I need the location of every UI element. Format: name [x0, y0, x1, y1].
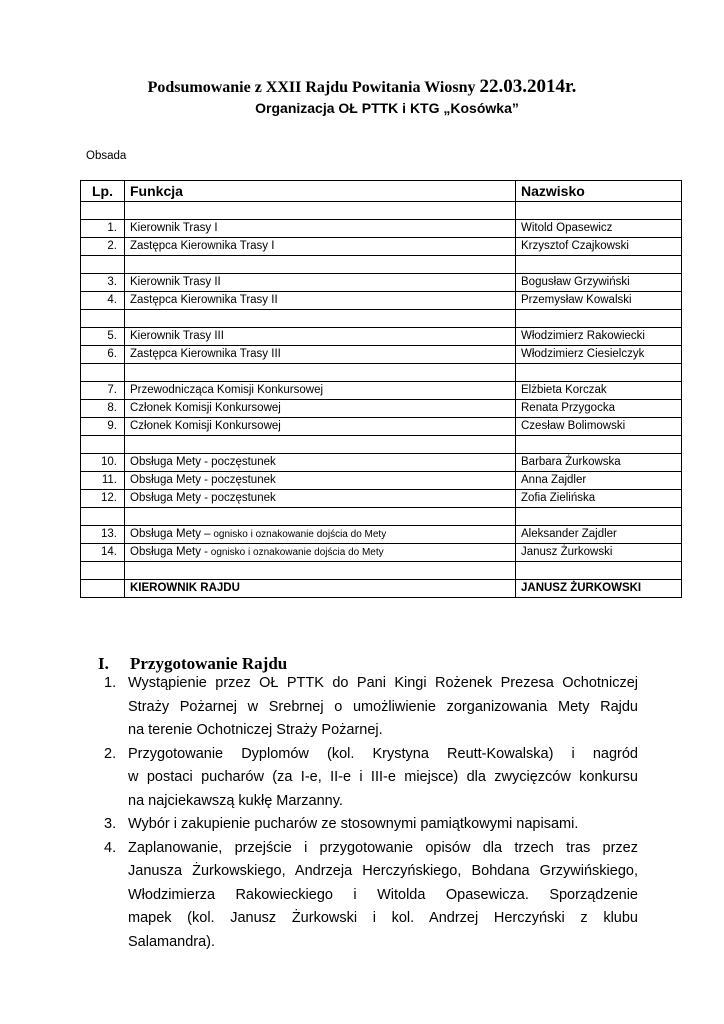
- row-funkcja-text: Obsługa Mety –: [130, 528, 211, 540]
- table-row-blank: [81, 562, 682, 580]
- row-funkcja-text: Obsługa Mety - poczęstunek: [130, 456, 276, 468]
- row-lp: 2.: [81, 238, 125, 256]
- list-item-line: mapek (kol. Janusz Żurkowski i kol. Andrzej Herczyński z klubu: [128, 910, 638, 926]
- row-lp: 14.: [81, 544, 125, 562]
- row-nazwisko: Witold Opasewicz: [516, 220, 682, 238]
- list-item-line: Salamandra).: [128, 933, 216, 950]
- row-lp: 4.: [81, 292, 125, 310]
- row-funkcja: [125, 490, 516, 508]
- document-title: [0, 76, 724, 98]
- table-cell-empty: [125, 310, 516, 328]
- list-item-line: Włodzimierza Rakowieckiego i Witolda Opasewicza. Sporządzenie: [128, 886, 638, 903]
- table-row: [81, 292, 682, 310]
- row-nazwisko: Krzysztof Czajkowski: [516, 238, 682, 256]
- row-nazwisko: Barbara Żurkowska: [516, 454, 682, 472]
- table-cell-empty: [81, 256, 125, 274]
- row-nazwisko: Zofia Zielińska: [516, 490, 682, 508]
- row-lp: 7.: [81, 382, 125, 400]
- row-funkcja-text: Zastępca Kierownika Trasy II: [130, 294, 278, 306]
- table-row: [81, 274, 682, 292]
- row-lp: 8.: [81, 400, 125, 418]
- list-item-line: w postaci pucharów (za I-e, II-e i III-e miejsce) dla zwycięzców konkursu: [128, 769, 638, 785]
- table-header-row: [81, 181, 682, 202]
- row-lp: 11.: [81, 472, 125, 490]
- table-row: [81, 472, 682, 490]
- list-item-line: Przygotowanie Dyplomów (kol. Krystyna Reutt-Kowalska) i nagród: [128, 745, 638, 762]
- table-row: [81, 346, 682, 364]
- list-item: [104, 672, 638, 743]
- table-row: [81, 544, 682, 562]
- table-cell-empty: [81, 436, 125, 454]
- table-row-blank: [81, 364, 682, 382]
- row-lp: 6.: [81, 346, 125, 364]
- row-funkcja-text: Przewodnicząca Komisji Konkursowej: [130, 384, 324, 396]
- cast-label: Obsada: [86, 150, 127, 162]
- row-funkcja-detail: ognisko i oznakowanie dojścia do Mety: [207, 547, 384, 558]
- table-row: [81, 418, 682, 436]
- table-cell-empty: [125, 364, 516, 382]
- row-lp: 12.: [81, 490, 125, 508]
- row-funkcja-text: Kierownik Trasy I: [130, 222, 218, 234]
- table-cell-empty: [516, 256, 682, 274]
- row-funkcja: [125, 238, 516, 256]
- title-date: 22.03.2014r.: [479, 76, 577, 97]
- list-item-line: Straży Pożarnej w Srebrnej o umożliwienie zorganizowania Mety Rajdu: [128, 698, 638, 715]
- section-heading: [98, 654, 287, 674]
- list-item: [104, 813, 638, 837]
- list-item-line: na najciekawszą kukłę Marzanny.: [128, 792, 343, 809]
- row-nazwisko: Aleksander Zajdler: [516, 526, 682, 544]
- row-funkcja-text: Członek Komisji Konkursowej: [130, 402, 281, 414]
- row-funkcja-text: Obsługa Mety - poczęstunek: [130, 474, 276, 486]
- list-item-line: Zaplanowanie, przejście i przygotowanie opisów dla trzech tras przez: [128, 839, 638, 856]
- table-cell-empty: [81, 364, 125, 382]
- table-cell-empty: [125, 508, 516, 526]
- table-cell-empty: [516, 310, 682, 328]
- table-cell-empty: [125, 436, 516, 454]
- table-row: [81, 490, 682, 508]
- table-row: [81, 454, 682, 472]
- table-cell-empty: [125, 256, 516, 274]
- table-cell-empty: [516, 202, 682, 220]
- table-cell-empty: [81, 310, 125, 328]
- table-cell-empty: [81, 202, 125, 220]
- table-cell-empty: [516, 562, 682, 580]
- row-funkcja: [125, 454, 516, 472]
- leader-funkcja: KIEROWNIK RAJDU: [125, 580, 516, 598]
- col-header-funkcja: Funkcja: [125, 181, 516, 202]
- row-funkcja: [125, 220, 516, 238]
- list-item-line: Janusza Żurkowskiego, Andrzeja Herczyńskiego, Bohdana Grzywińskiego,: [128, 863, 638, 879]
- leader-nazwisko: JANUSZ ŻURKOWSKI: [516, 580, 682, 598]
- document-subtitle: Organizacja OŁ PTTK i KTG „Kosówka”: [255, 100, 519, 116]
- table-row-blank: [81, 256, 682, 274]
- table-cell-empty: [516, 364, 682, 382]
- cast-table-body: [81, 181, 682, 598]
- row-nazwisko: Anna Zajdler: [516, 472, 682, 490]
- row-funkcja: [125, 544, 516, 562]
- table-cell-empty: [125, 202, 516, 220]
- row-funkcja-text: Kierownik Trasy II: [130, 276, 221, 288]
- title-text: Podsumowanie z XXII Rajdu Powitania Wiosny: [147, 79, 480, 96]
- table-row-blank: [81, 202, 682, 220]
- table-row: [81, 400, 682, 418]
- section-numeral: I.: [98, 654, 109, 673]
- row-nazwisko: Renata Przygocka: [516, 400, 682, 418]
- row-funkcja-text: Zastępca Kierownika Trasy I: [130, 240, 275, 252]
- table-cell-empty: [81, 562, 125, 580]
- row-nazwisko: Elżbieta Korczak: [516, 382, 682, 400]
- row-funkcja: [125, 382, 516, 400]
- list-item-number: 3.: [104, 816, 117, 832]
- row-funkcja: [125, 526, 516, 544]
- row-funkcja-text: Zastępca Kierownika Trasy III: [130, 348, 281, 360]
- list-item-number: 2.: [104, 745, 117, 762]
- preparation-list: [104, 672, 638, 954]
- table-cell-empty: [125, 562, 516, 580]
- row-lp: 13.: [81, 526, 125, 544]
- table-row-blank: [81, 508, 682, 526]
- row-funkcja-text: Obsługa Mety -: [130, 546, 208, 558]
- table-row-blank: [81, 436, 682, 454]
- table-cell-empty: [81, 508, 125, 526]
- table-cell-empty: [516, 508, 682, 526]
- row-lp: 5.: [81, 328, 125, 346]
- row-funkcja: [125, 346, 516, 364]
- section-title: Przygotowanie Rajdu: [130, 654, 288, 673]
- row-lp: 3.: [81, 274, 125, 292]
- list-item-line: Wystąpienie przez OŁ PTTK do Pani Kingi Rożenek Prezesa Ochotniczej: [128, 675, 638, 691]
- row-funkcja-text: Obsługa Mety - poczęstunek: [130, 492, 276, 504]
- table-row: [81, 238, 682, 256]
- row-nazwisko: Włodzimierz Rakowiecki: [516, 328, 682, 346]
- table-row: [81, 382, 682, 400]
- table-row: [81, 328, 682, 346]
- row-funkcja: [125, 400, 516, 418]
- table-row: [81, 220, 682, 238]
- row-nazwisko: Janusz Żurkowski: [516, 544, 682, 562]
- row-nazwisko: Bogusław Grzywiński: [516, 274, 682, 292]
- row-funkcja-text: Członek Komisji Konkursowej: [130, 420, 281, 432]
- row-lp: 9.: [81, 418, 125, 436]
- cast-table: [80, 180, 682, 598]
- row-lp: [81, 580, 125, 598]
- row-funkcja: [125, 274, 516, 292]
- row-funkcja-detail: ognisko i oznakowanie dojścia do Mety: [210, 529, 387, 540]
- row-lp: 1.: [81, 220, 125, 238]
- list-item-line: Wybór i zakupienie pucharów ze stosownymi pamiątkowymi napisami.: [128, 816, 579, 832]
- table-row: [81, 526, 682, 544]
- row-nazwisko: Przemysław Kowalski: [516, 292, 682, 310]
- row-funkcja: [125, 328, 516, 346]
- row-funkcja: [125, 418, 516, 436]
- list-item-line: na terenie Ochotniczej Straży Pożarnej.: [128, 722, 383, 738]
- row-lp: 10.: [81, 454, 125, 472]
- table-row-blank: [81, 310, 682, 328]
- row-nazwisko: Czesław Bolimowski: [516, 418, 682, 436]
- row-funkcja: [125, 472, 516, 490]
- row-funkcja: [125, 292, 516, 310]
- row-funkcja-text: Kierownik Trasy III: [130, 330, 224, 342]
- list-item-number: 4.: [104, 839, 117, 856]
- table-row-leader: [81, 580, 682, 598]
- list-item: [104, 837, 638, 955]
- table-cell-empty: [516, 436, 682, 454]
- col-header-nazwisko: Nazwisko: [516, 181, 682, 202]
- row-nazwisko: Włodzimierz Ciesielczyk: [516, 346, 682, 364]
- list-item-number: 1.: [104, 675, 117, 691]
- col-header-lp: Lp.: [81, 181, 125, 202]
- list-item: [104, 743, 638, 814]
